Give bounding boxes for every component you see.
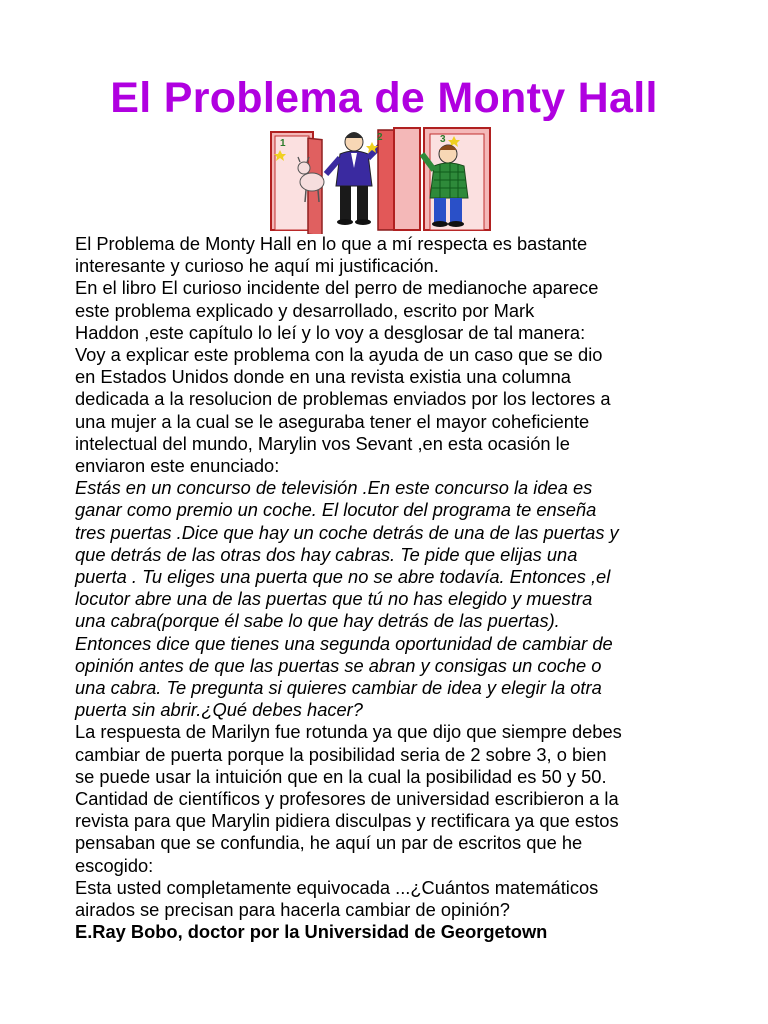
- text-line: Cantidad de científicos y profesores de universidad escribieron a la: [75, 788, 619, 810]
- text-line: una mujer a la cual se le aseguraba tener el mayor coheficiente: [75, 410, 590, 432]
- text-line: que detrás de las otras dos hay cabras. Te pide que elijas una: [75, 543, 578, 565]
- signature-paragraph: [75, 921, 725, 943]
- text-line: una cabra. Te pregunta si quieres cambiar de idea y elegir la otra: [75, 677, 602, 699]
- text-line: en Estados Unidos donde en una revista existia una columna: [75, 366, 571, 388]
- text-line: Entonces dice que tienes una segunda oportunidad de cambiar de: [75, 632, 613, 654]
- text-line: locutor abre una de las puertas que tú no has elegido y muestra: [75, 588, 593, 610]
- page-title: El Problema de Monty Hall: [110, 74, 658, 122]
- text-line: interesante y curioso he aquí mi justificación.: [75, 255, 439, 277]
- door-3-label: 3: [440, 134, 446, 145]
- host-figure: [326, 132, 386, 225]
- text-line: puerta sin abrir.¿Qué debes hacer?: [75, 699, 363, 721]
- quoted-problem-paragraph: [75, 477, 725, 721]
- text-line: revista para que Marylin pidiera disculpas y rectificara ya que estos: [75, 810, 619, 832]
- door-2-label: 2: [377, 132, 383, 143]
- door-1-label: 1: [280, 138, 286, 149]
- text-line: E.Ray Bobo, doctor por la Universidad de Georgetown: [75, 921, 548, 943]
- text-line: La respuesta de Marilyn fue rotunda ya que dijo que siempre debes: [75, 721, 622, 743]
- text-line: Voy a explicar este problema con la ayuda de un caso que se dio: [75, 344, 603, 366]
- door-2: [366, 128, 420, 230]
- monty-hall-doors-illustration: [268, 124, 500, 234]
- text-line: escogido:: [75, 854, 154, 876]
- text-line: Estás en un concurso de televisión .En este concurso la idea es: [75, 477, 593, 499]
- text-line: tres puertas .Dice que hay un coche detrás de una de las puertas y: [75, 521, 619, 543]
- text-line: El Problema de Monty Hall en lo que a mí respecta es bastante: [75, 233, 588, 254]
- text-line: enviaron este enunciado:: [75, 455, 280, 477]
- text-line: una cabra(porque él sabe lo que hay detrás de las puertas).: [75, 610, 560, 632]
- text-line: cambiar de puerta porque la posibilidad seria de 2 sobre 3, o bien: [75, 743, 607, 765]
- body-paragraph: [75, 721, 725, 921]
- text-line: puerta . Tu eliges una puerta que no se abre todavía. Entonces ,el: [75, 566, 611, 588]
- text-line: Esta usted completamente equivocada ...¿Cuántos matemáticos: [75, 876, 599, 898]
- text-line: opinión antes de que las puertas se abran y consigas un coche o: [75, 654, 602, 676]
- text-line: Haddon ,este capítulo lo leí y lo voy a desglosar de tal manera:: [75, 321, 586, 343]
- text-line: pensaban que se confundia, he aquí un par de escritos que he: [75, 832, 583, 854]
- body-paragraph: [75, 233, 725, 477]
- text-line: airados se precisan para hacerla cambiar de opinión?: [75, 899, 510, 921]
- text-line: se puede usar la intuición que en la cual la posibilidad es 50 y 50.: [75, 765, 607, 787]
- text-line: ganar como premio un coche. El locutor del programa te enseña: [75, 499, 597, 521]
- text-line: intelectual del mundo, Marylin vos Sevant ,en esta ocasión le: [75, 432, 570, 454]
- text-line: este problema explicado y desarrollado, escrito por Mark: [75, 299, 535, 321]
- body-text: [75, 233, 725, 944]
- text-line: En el libro El curioso incidente del perro de medianoche aparece: [75, 277, 599, 299]
- text-line: dedicada a la resolucion de problemas enviados por los lectores a: [75, 388, 611, 410]
